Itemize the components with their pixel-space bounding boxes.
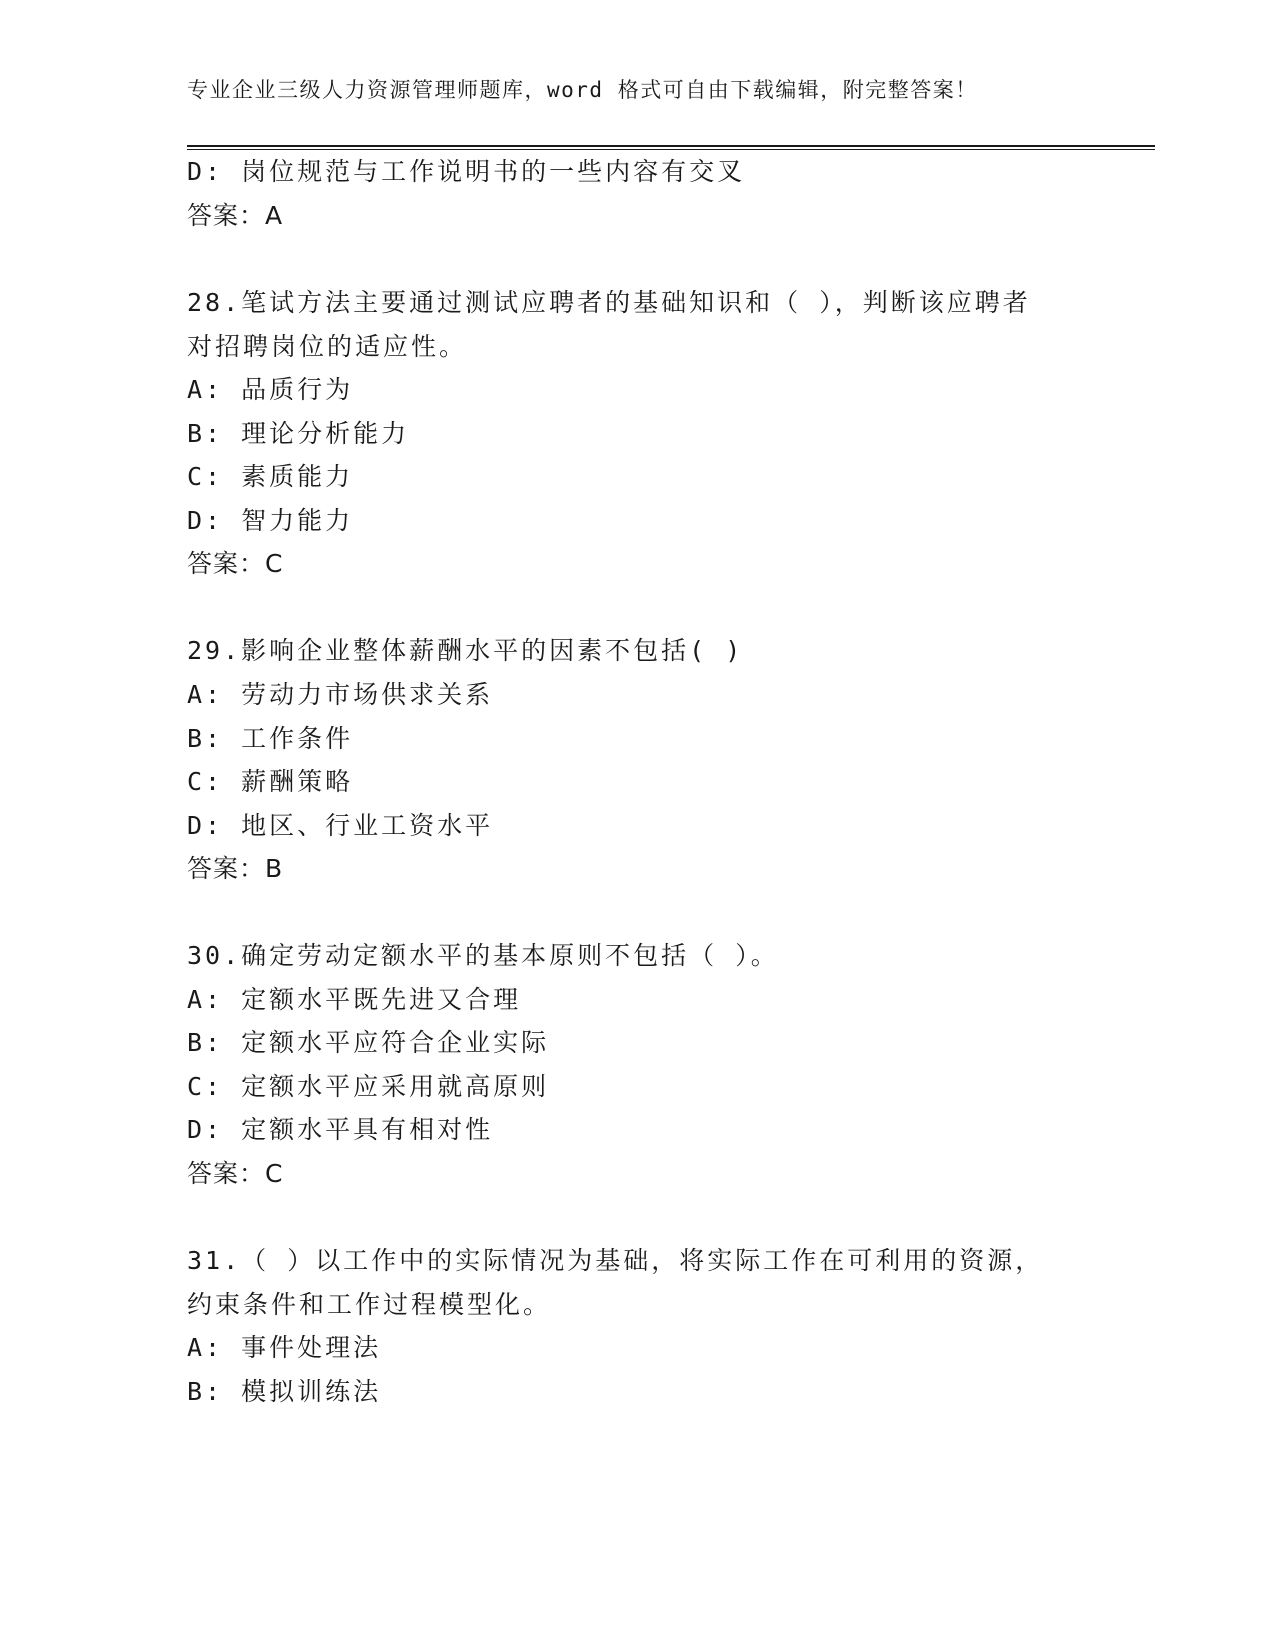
question-stem: 对招聘岗位的适应性。 (187, 332, 468, 361)
page-header: 专业企业三级人力资源管理师题库，word 格式可自由下载编辑，附完整答案！ (187, 78, 978, 102)
option-a: A: 品质行为 (187, 375, 354, 404)
option-d: D: 地区、行业工资水平 (187, 811, 494, 840)
option-c: C: 素质能力 (187, 462, 354, 491)
question-stem: 29.影响企业整体薪酬水平的因素不包括( ) (187, 636, 744, 665)
question-stem: 28.笔试方法主要通过测试应聘者的基础知识和（ ），判断该应聘者 (187, 288, 1031, 317)
option-b: B: 理论分析能力 (187, 419, 410, 448)
option-a: A: 定额水平既先进又合理 (187, 985, 522, 1014)
question-stem: 约束条件和工作过程模型化。 (187, 1290, 552, 1319)
header-divider (187, 145, 1155, 150)
option-d: D: 岗位规范与工作说明书的一些内容有交叉 (187, 157, 746, 186)
option-c: C: 薪酬策略 (187, 767, 354, 796)
option-a: A: 劳动力市场供求关系 (187, 680, 494, 709)
question-stem: 31.（ ）以工作中的实际情况为基础，将实际工作在可利用的资源， (187, 1246, 1044, 1275)
question-stem: 30.确定劳动定额水平的基本原则不包括（ ）。 (187, 941, 779, 970)
answer-line: 答案：A (187, 201, 284, 230)
option-d: D: 定额水平具有相对性 (187, 1115, 494, 1144)
option-c: C: 定额水平应采用就高原则 (187, 1072, 550, 1101)
option-a: A: 事件处理法 (187, 1333, 382, 1362)
answer-line: 答案：C (187, 549, 284, 578)
option-b: B: 定额水平应符合企业实际 (187, 1028, 550, 1057)
option-b: B: 工作条件 (187, 724, 354, 753)
answer-line: 答案：C (187, 1159, 284, 1188)
answer-line: 答案：B (187, 854, 284, 883)
option-b: B: 模拟训练法 (187, 1377, 382, 1406)
option-d: D: 智力能力 (187, 506, 354, 535)
